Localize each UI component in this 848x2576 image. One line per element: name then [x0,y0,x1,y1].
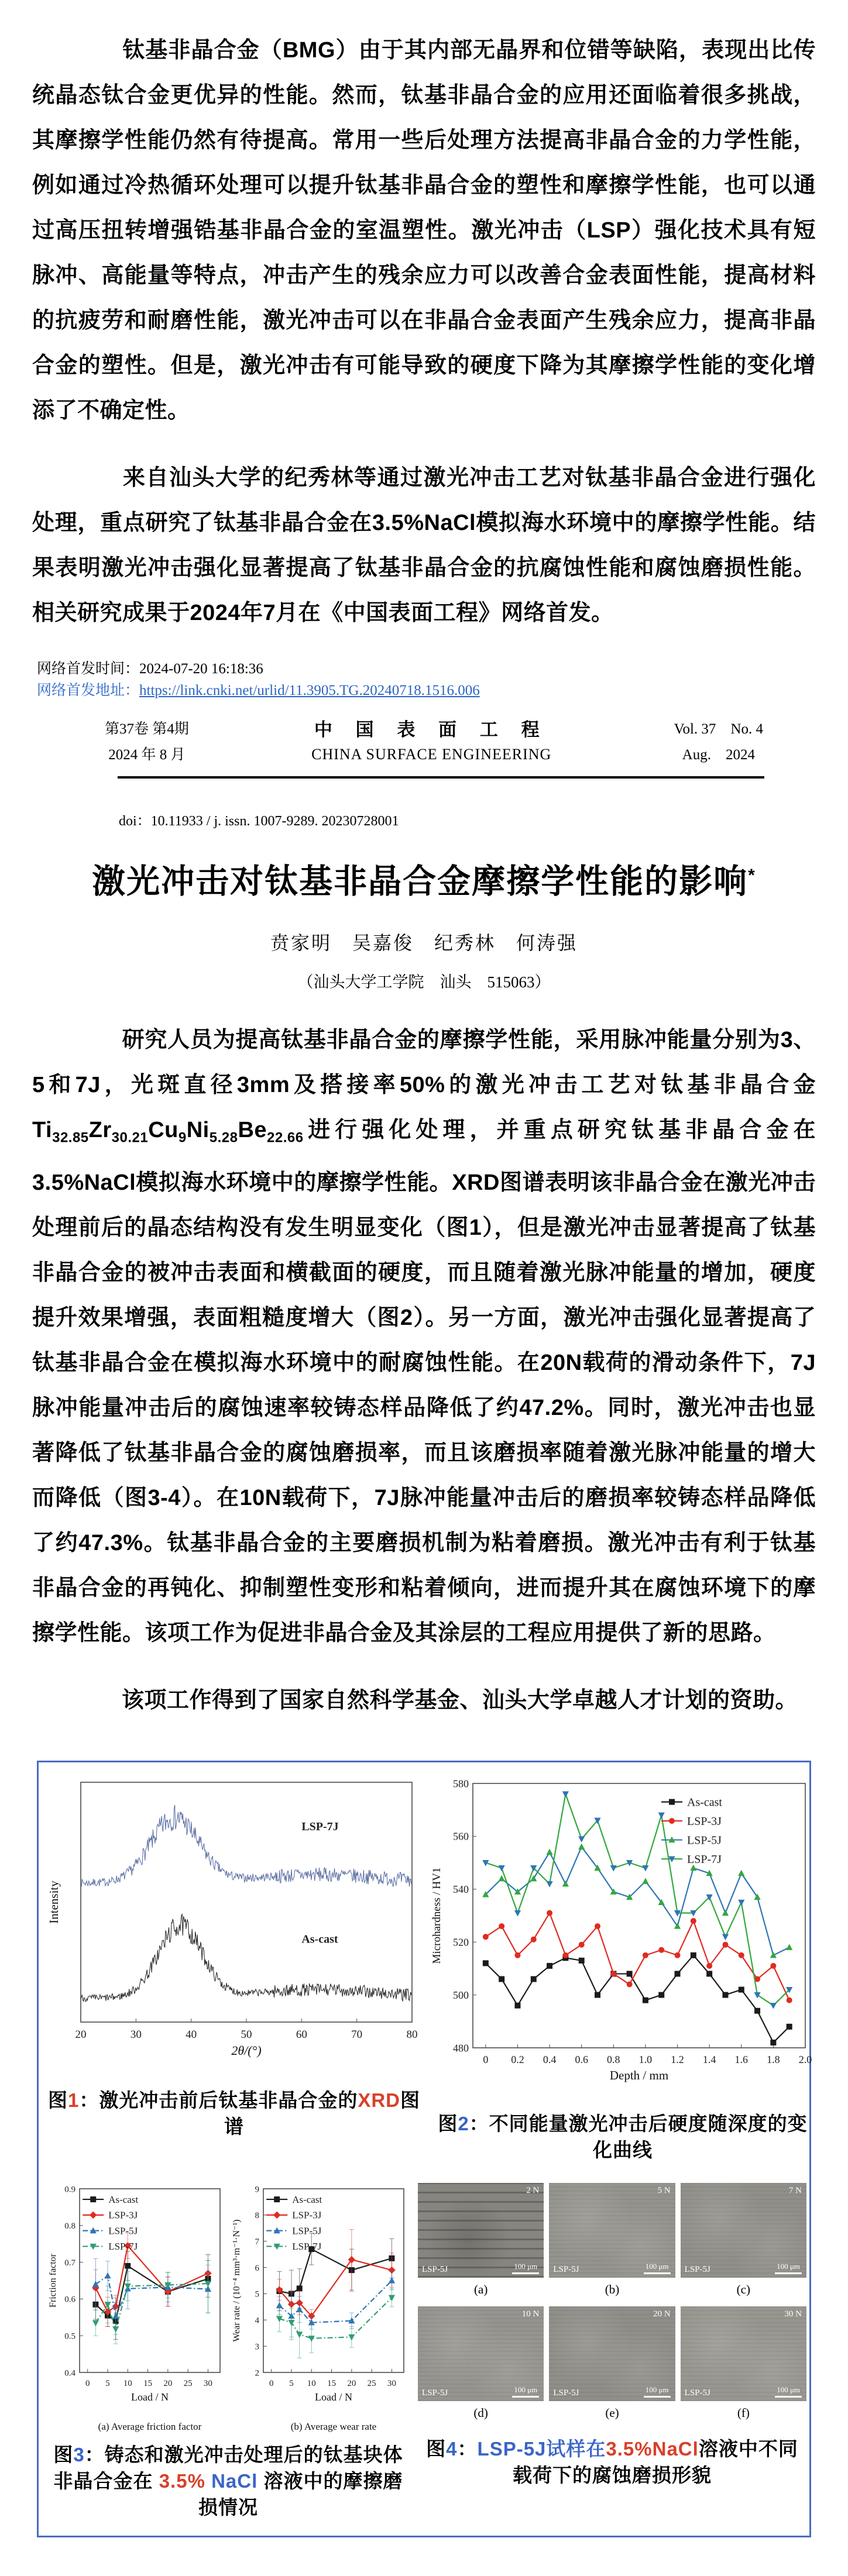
masthead-rule [118,776,764,779]
caption-segment: 3 [73,2443,85,2465]
publish-time-line [37,658,816,680]
sem-load-label: 5 N [657,2185,671,2195]
svg-text:2.0: 2.0 [798,2053,812,2065]
svg-text:LSP-7J: LSP-7J [108,2240,138,2252]
publish-time-value: 2024-07-20 16:18:36 [139,661,263,677]
svg-text:50: 50 [241,2028,252,2041]
sem-image [681,2183,806,2278]
sem-grid [418,2183,806,2430]
svg-text:LSP-3J: LSP-3J [687,1814,722,1828]
svg-text:15: 15 [327,2378,337,2388]
wear-rate-chart [231,2183,410,2436]
sem-sample-label: LSP-5J [553,2388,579,2398]
caption-segment: 3.5% [159,2470,205,2492]
svg-text:0.4: 0.4 [543,2053,557,2065]
svg-text:LSP-3J: LSP-3J [292,2209,322,2221]
journal-volume-en: Vol. 37 No. 4 Aug. 2024 [674,721,763,763]
figure-4-caption [425,2436,799,2488]
friction-factor-chart [47,2183,226,2436]
svg-text:LSP-7J: LSP-7J [301,1820,339,1833]
caption-segment: NaCl [211,2470,258,2492]
svg-text:8: 8 [255,2210,259,2220]
svg-text:As-cast: As-cast [292,2193,322,2205]
svg-text:Friction factor: Friction factor [48,2253,58,2308]
svg-text:20: 20 [163,2378,173,2388]
hardness-depth-chart [430,1774,816,2102]
figure-1-caption [47,2087,421,2140]
article-title: 激光冲击对钛基非晶合金摩擦学性能的影响* [92,863,756,900]
svg-text:25: 25 [183,2378,193,2388]
svg-text:560: 560 [453,1830,469,1843]
svg-text:0: 0 [483,2053,489,2065]
sem-image [418,2306,544,2401]
journal-masthead [105,717,763,768]
caption-segment [205,2470,211,2492]
sem-scale-bar: 100 μm [512,2262,539,2274]
svg-text:0.6: 0.6 [64,2295,75,2305]
caption-segment: 图谱 [224,2089,421,2137]
svg-text:0.9: 0.9 [64,2185,75,2195]
authors-line: 贲家明 吴嘉俊 纪秀林 何涛强 [270,932,578,954]
svg-text:5: 5 [255,2289,259,2299]
figure-3 [47,2183,410,2520]
svg-text:30: 30 [203,2378,212,2388]
sem-load-label: 20 N [653,2309,671,2319]
sem-image [681,2306,806,2401]
caption-segment: 溶液中不同载荷下的腐蚀磨损形貌 [513,2437,798,2486]
svg-text:2θ/(°): 2θ/(°) [231,2043,262,2058]
body-paragraph-4: 该项工作得到了国家自然科学基金、汕头大学卓越人才计划的资助。 [77,1688,798,1713]
caption-segment: 图 [438,2112,458,2134]
svg-text:1.0: 1.0 [638,2053,653,2065]
caption-segment: ： [457,2437,478,2460]
svg-text:70: 70 [351,2028,363,2041]
svg-text:500: 500 [453,1989,469,2001]
journal-name-cn: 中 国 表 面 工 程 [314,719,549,740]
svg-text:0.8: 0.8 [607,2053,620,2065]
sem-load-label: 30 N [784,2309,802,2319]
publish-time-label: 网络首发时间： [37,661,140,677]
svg-text:15: 15 [143,2378,153,2388]
svg-text:1.2: 1.2 [671,2053,684,2065]
svg-text:0.8: 0.8 [64,2221,75,2231]
svg-text:0.6: 0.6 [575,2053,588,2065]
body-paragraph-3: 研究人员为提高钛基非晶合金的摩擦学性能，采用脉冲能量分别为3、5和7J，光斑直径3mm及搭接率50%的激光冲击工艺对钛基非晶合金$Ti_{32.85}Zr_{30.21}Cu_9Ni_{5.28}Be_{22.66}$进行强化处理，并重点研究钛基非晶合金在3.5%NaCl模拟海水环境中的摩擦学性能。XRD图谱表明该非晶合金在激光冲击处理前后的晶态结构没有发生明显变化（图1），但是激光冲击显著提高了钛基非晶合金的被冲击表面和横截面的硬度，而且随着激光脉冲能量的增加，硬度提升效果增强，表面粗糙度增大（图2）。另一方面，激光冲击强化显著提高了钛基非晶合金在模拟海水环境中的耐腐蚀性能。在20N载荷的滑动条件下，7J脉冲能量冲击后的腐蚀速率较铸态样品降低了约47.2%。同时，激光冲击也显著降低了钛基非晶合金的腐蚀磨损率，而且该磨损率随着激光脉冲能量的增大而降低（图3-4）。在10N载荷下，7J脉冲能量冲击后的磨损率较铸态样品降低了约47.3%。钛基非晶合金的主要磨损机制为粘着磨损。激光冲击有利于钛基非晶合金的再钝化、抑制塑性变形和粘着倾向，进而提升其在腐蚀环境下的摩擦学性能。该项工作为促进非晶合金及其涂层的工程应用提供了新的思路。 [32,1028,816,1645]
sem-panel-letter: (b) [605,2282,620,2296]
svg-text:LSP-3J: LSP-3J [108,2209,138,2221]
svg-text:As-cast: As-cast [687,1796,722,1809]
svg-text:60: 60 [296,2028,307,2041]
svg-text:(b) Average wear rate: (b) Average wear rate [290,2420,377,2432]
svg-text:As-cast: As-cast [108,2193,139,2205]
svg-text:(a) Average friction factor: (a) Average friction factor [98,2420,202,2432]
svg-text:520: 520 [453,1936,469,1948]
svg-text:LSP-7J: LSP-7J [292,2240,322,2252]
caption-segment: 4 [446,2437,458,2460]
intro-paragraph-1: 钛基非晶合金（BMG）由于其内部无晶界和位错等缺陷，表现出比传统晶态钛合金更优异的性能。然而，钛基非晶合金的应用还面临着很多挑战，其摩擦学性能仍然有待提高。常用一些后处理方法提高非晶合金的力学性能，例如通过冷热循环处理可以提升钛基非晶合金的塑性和摩擦学性能，也可以通过高压扭转增强锆基非晶合金的室温塑性。激光冲击（LSP）强化技术具有短脉冲、高能量等特点，冲击产生的残余应力可以改善合金表面性能，提高材料的抗疲劳和耐磨性能，激光冲击可以在非晶合金表面产生残余应力，提高非晶合金的塑性。但是，激光冲击有可能导致的硬度下降为其摩擦学性能的变化增添了不确定性。 [32,38,816,423]
svg-text:1.8: 1.8 [767,2053,780,2065]
sem-scale-bar: 100 μm [512,2385,539,2398]
svg-text:Load / N: Load / N [315,2391,352,2403]
sem-load-label: 2 N [526,2185,540,2195]
sem-scale-bar: 100 μm [775,2385,802,2398]
sem-sample-label: LSP-5J [684,2264,710,2274]
sem-panel-letter: (e) [605,2405,619,2420]
svg-text:3: 3 [255,2342,259,2352]
affiliation-line: （汕头大学工学院 汕头 515063） [297,973,551,991]
svg-text:Microhardness / HV1: Microhardness / HV1 [431,1867,443,1964]
svg-text:10: 10 [307,2378,316,2388]
figure-3-caption [47,2441,410,2520]
svg-text:Intensity: Intensity [47,1881,61,1924]
svg-text:80: 80 [406,2028,418,2041]
svg-text:LSP-5J: LSP-5J [292,2225,322,2237]
sem-scale-bar: 100 μm [644,2385,671,2398]
sem-image [549,2306,675,2401]
sem-panel-letter: (a) [474,2282,488,2296]
svg-text:Wear rate / (10⁻⁴ mm³·m⁻¹·N⁻¹): Wear rate / (10⁻⁴ mm³·m⁻¹·N⁻¹) [232,2219,242,2342]
publish-url-line [37,680,816,701]
intro-paragraph-2: 来自汕头大学的纪秀林等通过激光冲击工艺对钛基非晶合金进行强化处理，重点研究了钛基非晶合金在3.5%NaCl模拟海水环境中的摩擦学性能。结果表明激光冲击强化显著提高了钛基非晶合金的抗腐蚀性能和腐蚀磨损性能。相关研究成果于2024年7月在《中国表面工程》网络首发。 [32,466,816,625]
sem-scale-bar: 100 μm [644,2262,671,2274]
svg-text:LSP-5J: LSP-5J [687,1834,722,1847]
sem-image [549,2183,675,2278]
svg-text:0.7: 0.7 [64,2258,75,2268]
svg-text:20: 20 [347,2378,356,2388]
sem-sample-label: LSP-5J [684,2388,710,2398]
sem-panel-letter: (c) [736,2282,750,2296]
figure-2 [430,1774,816,2163]
svg-text:20: 20 [75,2028,87,2041]
caption-segment: 3.5%NaCl [606,2437,699,2460]
caption-segment: 图 [426,2437,447,2460]
figure-4 [418,2183,806,2488]
caption-segment: XRD [358,2089,401,2111]
svg-text:0.4: 0.4 [64,2368,75,2378]
svg-text:2: 2 [255,2368,259,2378]
svg-text:7: 7 [255,2237,259,2247]
svg-text:4: 4 [255,2316,259,2326]
svg-text:0.2: 0.2 [511,2053,524,2065]
caption-segment: 1 [67,2089,80,2111]
svg-text:10: 10 [123,2378,132,2388]
svg-text:1.4: 1.4 [702,2053,716,2065]
svg-text:Depth / mm: Depth / mm [609,2068,669,2082]
svg-text:540: 540 [453,1883,469,1895]
svg-text:Load / N: Load / N [131,2391,169,2403]
caption-segment: 2 [458,2112,469,2134]
journal-volume-cn: 第37卷 第4期 2024 年 8 月 [105,721,189,763]
caption-segment: LSP-5J试样在 [477,2437,606,2460]
svg-text:0: 0 [269,2378,274,2388]
svg-text:0.5: 0.5 [64,2332,75,2341]
sem-sample-label: LSP-5J [422,2388,448,2398]
xrd-chart [47,1774,421,2078]
svg-text:LSP-7J: LSP-7J [687,1852,722,1866]
sem-load-label: 7 N [788,2185,802,2195]
sem-image [418,2183,544,2278]
journal-header [36,658,816,829]
sem-panel-letter: (d) [473,2405,488,2420]
doi-line: doi：10.11933 / j. issn. 1007-9289. 20230728001 [119,814,399,829]
sem-load-label: 10 N [521,2309,540,2319]
caption-segment: 图 [53,2443,74,2465]
svg-text:5: 5 [105,2378,110,2388]
svg-text:5: 5 [289,2378,294,2388]
caption-segment: 溶液中的摩擦磨损情况 [198,2470,403,2518]
caption-segment: ：铸态和激光冲击处理后的钛基块体非晶合金在 [53,2443,403,2492]
sem-sample-label: LSP-5J [553,2264,579,2274]
sem-panel-letter: (f) [737,2405,750,2420]
svg-text:0: 0 [85,2378,90,2388]
svg-text:As-cast: As-cast [301,1933,338,1946]
svg-text:480: 480 [453,2042,469,2054]
svg-text:30: 30 [387,2378,396,2388]
svg-text:9: 9 [255,2185,259,2195]
svg-text:30: 30 [130,2028,142,2041]
alloy-formula: $Ti_{32.85}Zr_{30.21}Cu_9Ni_{5.28}Be_{22.66}$ [32,1118,304,1146]
journal-name-en: CHINA SURFACE ENGINEERING [311,746,552,763]
sem-scale-bar: 100 μm [775,2262,802,2274]
svg-text:40: 40 [186,2028,197,2041]
svg-text:1.6: 1.6 [734,2053,749,2065]
caption-segment: ：不同能量激光冲击后硬度随深度的变化曲线 [469,2112,808,2161]
svg-text:6: 6 [255,2263,259,2273]
figure-panel [37,1761,811,2537]
figure-1 [47,1774,421,2140]
svg-text:580: 580 [453,1778,469,1790]
figure-2-caption [430,2110,816,2163]
svg-text:LSP-5J: LSP-5J [108,2225,138,2237]
sem-sample-label: LSP-5J [422,2264,448,2274]
journal-name [311,718,551,767]
publish-url-label: 网络首发地址： [37,683,140,698]
publish-url-link[interactable]: https://link.cnki.net/urlid/11.3905.TG.20240718.1516.006 [139,683,480,698]
title-footnote-mark: * [748,866,756,885]
svg-text:25: 25 [367,2378,376,2388]
caption-segment: ：激光冲击前后钛基非晶合金的 [79,2089,358,2111]
caption-segment: 图 [47,2089,68,2111]
